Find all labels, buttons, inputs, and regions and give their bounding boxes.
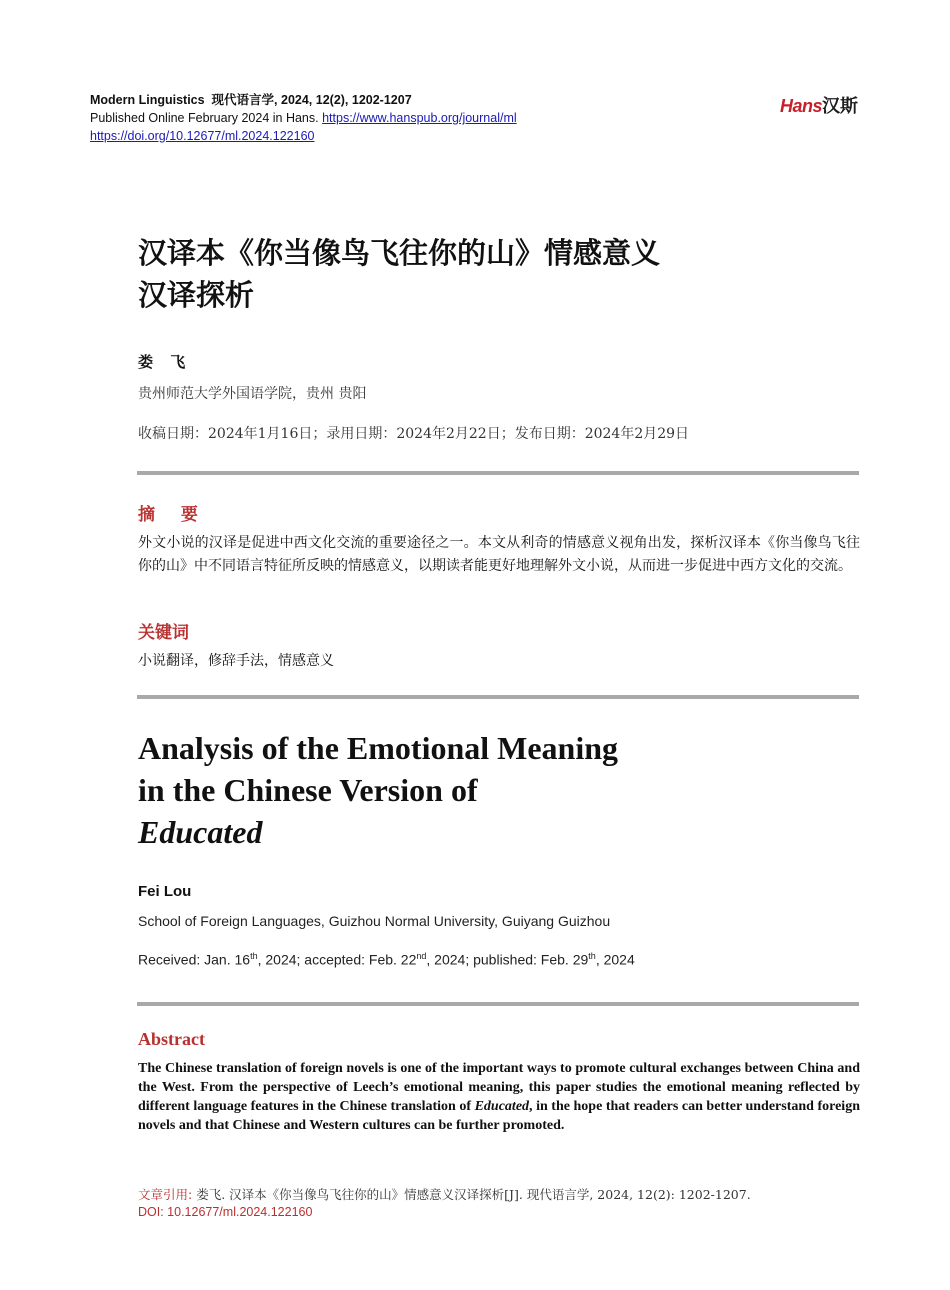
divider (137, 471, 859, 475)
title-en-line-2: in the Chinese Version of (138, 772, 478, 808)
citation-doi: DOI: 10.12677/ml.2024.122160 (138, 1205, 313, 1219)
abstract-en-italic: Educated (474, 1099, 530, 1114)
logo-text-en: Hans (779, 96, 822, 116)
citation-text: 娄飞. 汉译本《你当像鸟飞往你的山》情感意义汉译探析[J]. 现代语言学, 2024, 12(2): 1202-1207. (192, 1187, 751, 1202)
published-year: , 2024 (595, 951, 635, 968)
abstract-chinese: 外文小说的汉译是促进中西文化交流的重要途径之一。本文从利奇的情感意义视角出发，探析汉译本《你当像鸟飞往你的山》中不同语言特征所反映的情感意义，以期读者能更好地理解外文小说，从而进一步促进中西方文化的交流。 (138, 535, 860, 574)
affiliation-chinese: 贵州师范大学外国语学院，贵州 贵阳 (138, 386, 367, 402)
doi-line (90, 128, 314, 144)
journal-url-link[interactable]: https://www.hanspub.org/journal/ml (322, 111, 517, 125)
title-en-line-3: Educated (138, 814, 263, 850)
keywords-chinese: 小说翻译，修辞手法，情感意义 (138, 653, 334, 669)
doi-url-link[interactable]: https://doi.org/10.12677/ml.2024.122160 (90, 129, 315, 143)
accepted-suffix: nd (416, 951, 427, 961)
title-zh-line-2: 汉译探析 (138, 278, 255, 312)
citation-label: 文章引用: (138, 1187, 193, 1202)
published-date: , 2024; published: Feb. 29 (426, 951, 589, 968)
published-suffix: th (588, 951, 596, 961)
dates-english (138, 951, 635, 968)
title-en-line-1: Analysis of the Emotional Meaning (138, 730, 619, 766)
logo-text-zh: 汉斯 (822, 96, 858, 117)
abstract-english (138, 1059, 860, 1135)
received-suffix: th (250, 951, 258, 961)
abstract-en-part-1: The Chinese translation of foreign novels is one of the important ways to promote cultural exchanges between China and the West. From the perspective of Leech’s emotional meaning, this paper studies the emotional meaning reflected by different language features in the Chinese translation of (138, 1061, 860, 1114)
divider (137, 695, 859, 699)
publication-line (90, 110, 517, 126)
divider (137, 1002, 859, 1006)
dates-chinese: 收稿日期：2024年1月16日；录用日期：2024年2月22日；发布日期：2024年2月29日 (138, 426, 690, 442)
received-date: Received: Jan. 16 (138, 951, 251, 968)
hans-logo (780, 92, 858, 118)
author-chinese: 娄 飞 (138, 353, 192, 371)
journal-volume-info: 现代语言学, 2024, 12(2), 1202-1207 (211, 93, 412, 107)
page-title-english (138, 727, 858, 853)
abstract-heading-chinese: 摘 要 (138, 505, 208, 525)
journal-name: Modern Linguistics (90, 93, 205, 107)
journal-info-line (90, 92, 412, 108)
affiliation-english: School of Foreign Languages, Guizhou Normal University, Guiyang Guizhou (138, 913, 611, 929)
title-zh-line-1: 汉译本《你当像鸟飞往你的山》情感意义 (138, 236, 661, 270)
accepted-date: , 2024; accepted: Feb. 22 (257, 951, 417, 968)
abstract-en-part-2: , in the hope that readers can better understand foreign novels and that Chinese and Western cultures can be further promoted. (138, 1099, 860, 1133)
keywords-heading-chinese: 关键词 (138, 623, 189, 643)
citation (138, 1186, 868, 1204)
page-title-chinese (138, 232, 838, 316)
published-online-text: Published Online February 2024 in Hans. (90, 111, 319, 125)
author-english: Fei Lou (138, 883, 192, 900)
abstract-heading-english: Abstract (138, 1029, 205, 1049)
